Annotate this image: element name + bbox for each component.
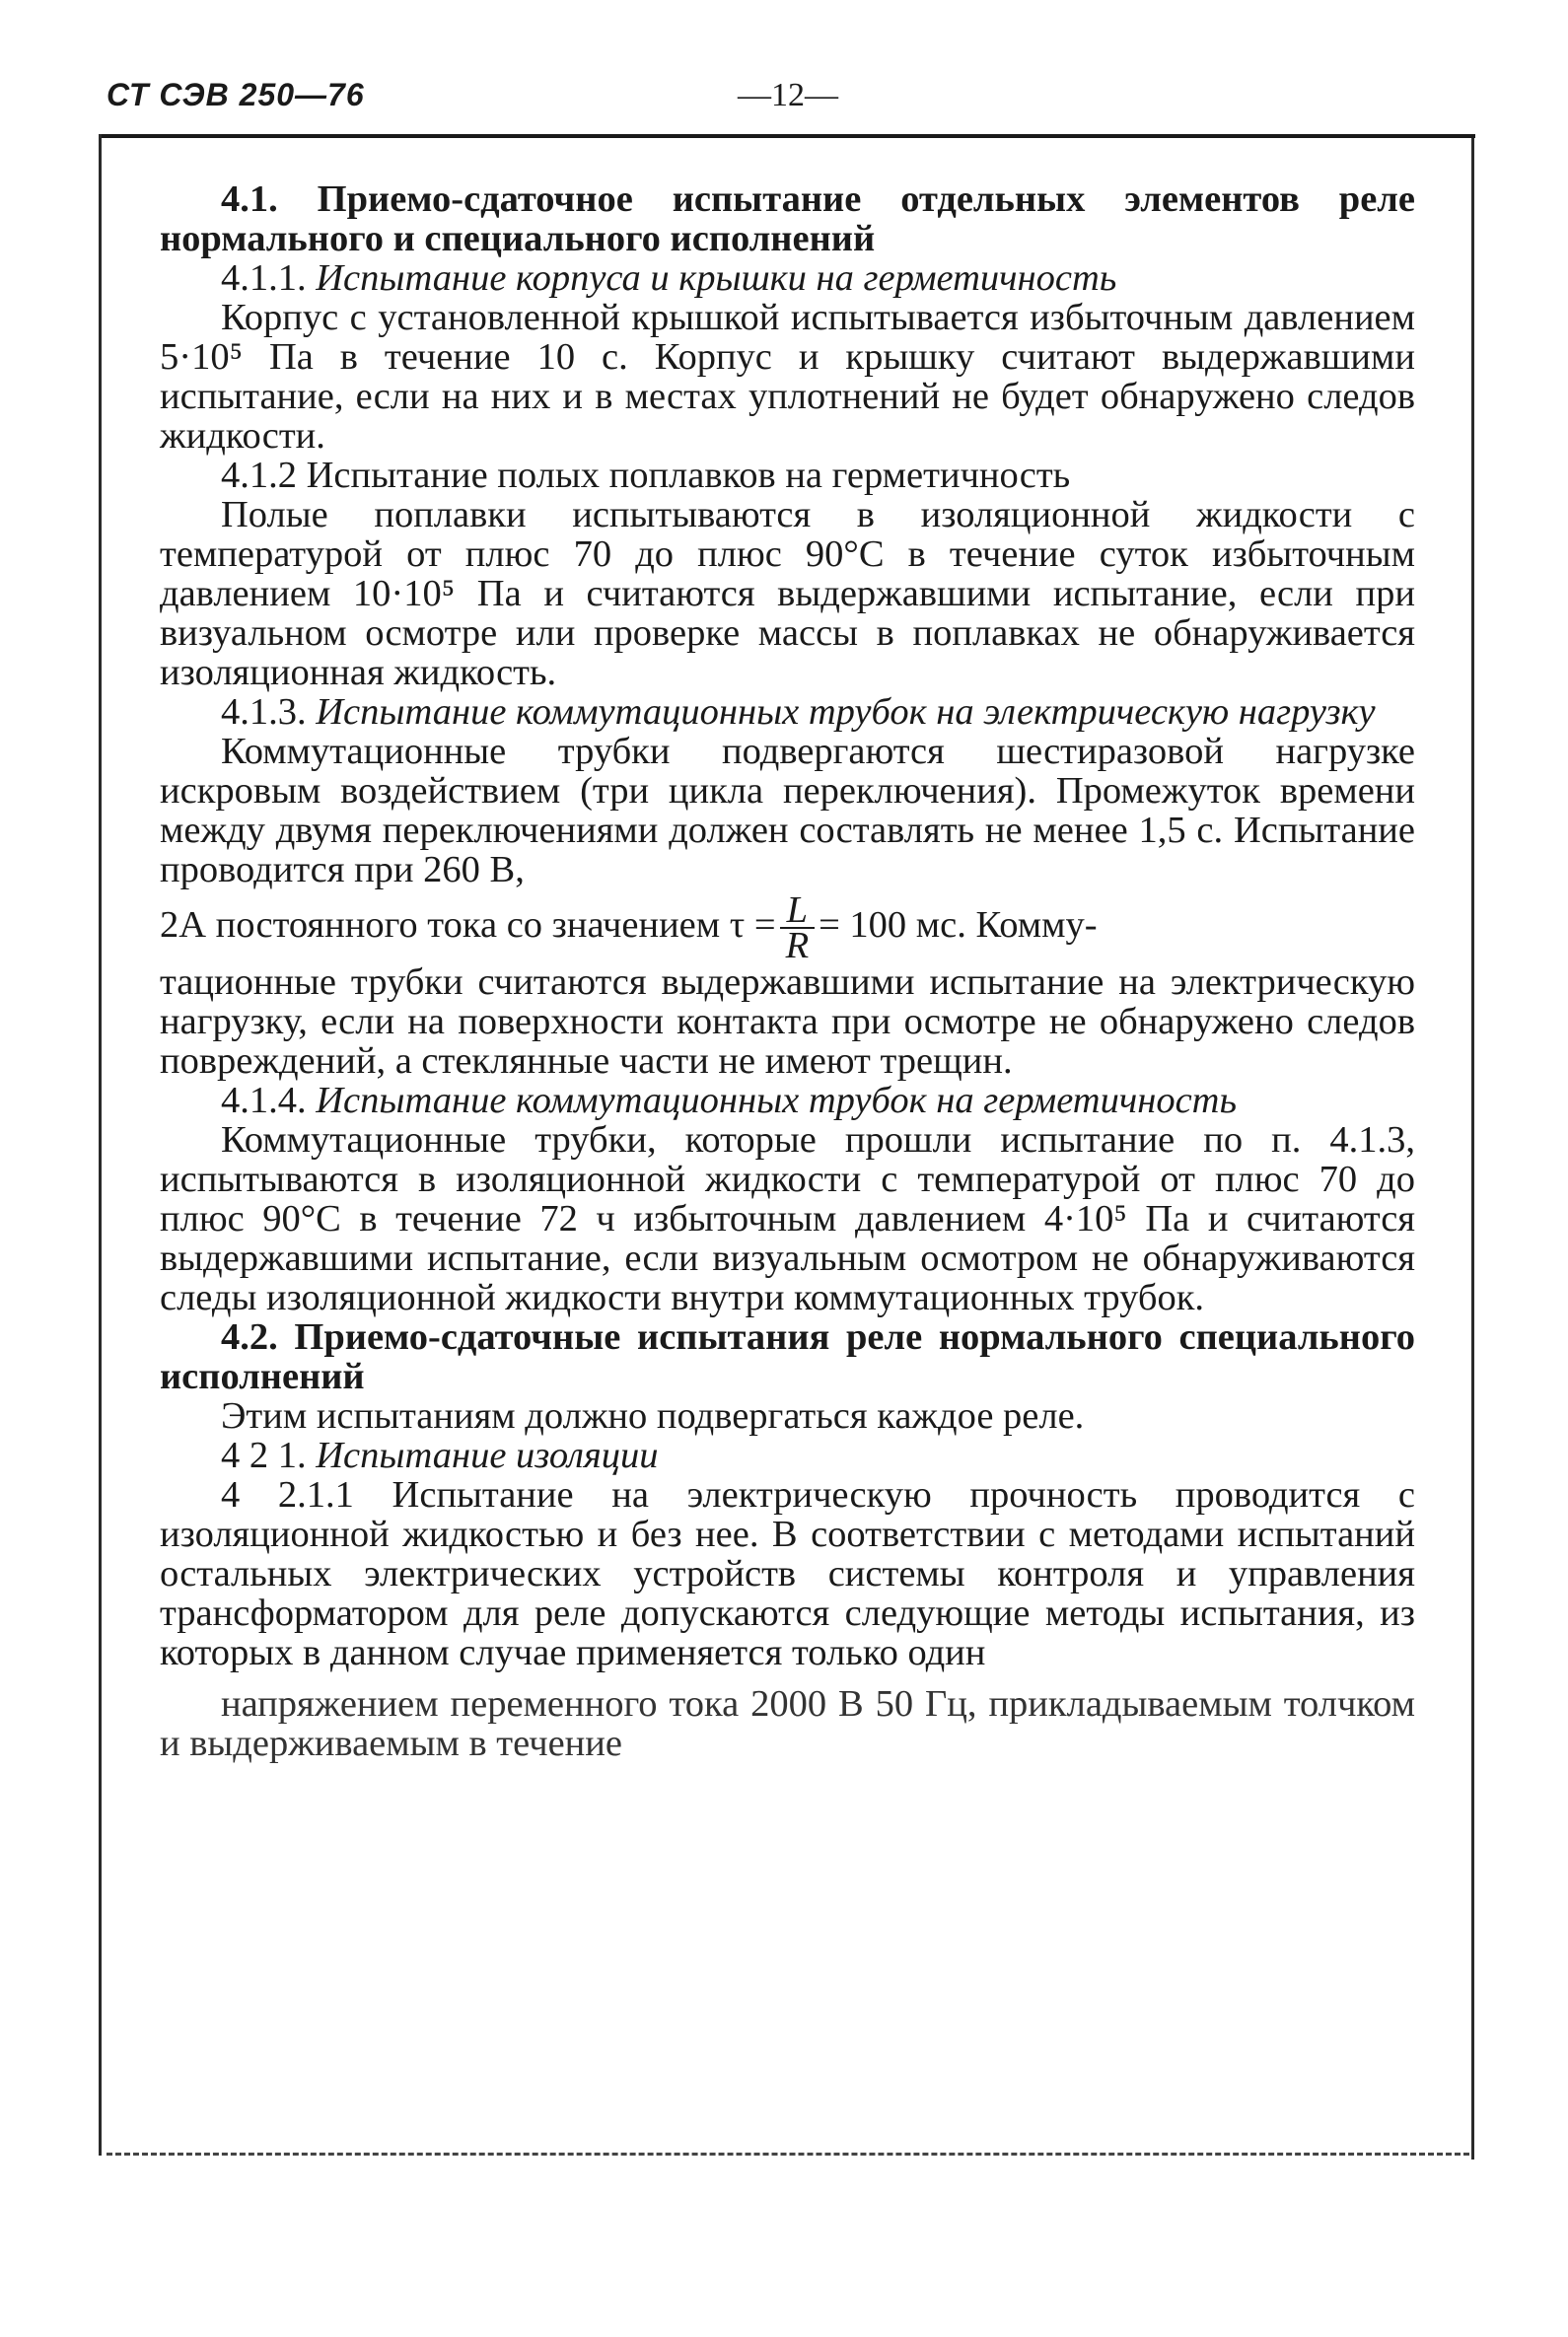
section-4-1-3-number: 4.1.3. [221,691,307,733]
section-4-1-2-heading: 4.1.2 Испытание полых поплавков на герметичность [221,455,1071,496]
formula-prefix: 2А постоянного тока со значением τ = [160,904,776,946]
section-4-1-4-title: Испытание коммутационных трубок на герметичность [316,1080,1237,1122]
section-4-1-heading: 4.1. Приемо-сдаточное испытание отдельных элементов реле нормального и специального исполнений [160,178,1415,259]
section-4-1-1-heading [160,258,1415,298]
page-number: —12— [738,77,838,113]
section-4-1-4-number: 4.1.4. [221,1080,307,1122]
section-4-2-1-1-text: 4 2.1.1 Испытание на электрическую прочность проводится с изоляционной жидкостью и без нее. В соответствии с методами испытаний остальных электрических устройств системы контроля и управления трансформатором для реле допускаются следующие методы испытания, из которых в данном случае применяется только один [160,1474,1415,1674]
section-4-2-1-heading [160,1436,1415,1475]
section-4-1-1-number: 4.1.1. [221,257,307,299]
document-body [160,179,1415,1763]
fraction-denominator: R [785,925,810,967]
section-4-2-text: Этим испытаниям должно подвергаться каждое реле. [221,1395,1085,1438]
left-border [99,134,102,2156]
fraction-l-over-r [780,889,816,967]
section-4-1-3-text-b: тационные трубки считаются выдержавшими испытание на электрическую нагрузку, если на поверхности контакта при осмотре не обнаружено следов повреждений, а стеклянные части не имеют трещин. [160,961,1415,1083]
section-4-2-1-1-continuation: напряжением переменного тока 2000 В 50 Гц, прикладываемым толчком и выдерживаемым в течение [160,1683,1415,1765]
standard-code: СТ СЭВ 250—76 [107,77,365,112]
fraction-numerator: L [780,893,816,929]
section-4-1-1-title: Испытание корпуса и крышки на герметичность [316,257,1117,299]
section-4-1-2-text: Полые поплавки испытываются в изоляционной жидкости с температурой от плюс 70 до плюс 90°С в течение суток избыточным давлением 10·10⁵ Па и считаются выдержавшими испытание, если при визуальном осмотре или проверке массы в поплавках не обнаруживается изоляционная жидкость. [160,494,1415,693]
section-4-1-3-text-a: Коммутационные трубки подвергаются шестиразовой нагрузке искровым воздействием (три цикла переключения). Промежуток времени между двумя переключениями должен составлять не менее 1,5 с. Испытание проводится при 260 В, [160,731,1415,890]
page-header [107,77,1487,126]
formula-suffix: = 100 мс. Комму- [819,904,1098,946]
formula-line [160,889,1415,967]
section-4-2-heading: 4.2. Приемо-сдаточные испытания реле нормального специального исполнений [160,1316,1415,1398]
section-4-1-4-heading [160,1081,1415,1120]
section-4-2-1-number: 4 2 1. [221,1435,307,1477]
section-4-1-3-heading [160,692,1415,732]
top-rule [99,134,1475,138]
section-4-1-1-text: Корпус с установленной крышкой испытывается избыточным давлением 5·10⁵ Па в течение 10 с. Корпус и крышку считают выдержавшими испытание, если на них и в местах уплотнений не будет обнаружено следов жидкости. [160,297,1415,457]
section-4-1-3-title: Испытание коммутационных трубок на электрическую нагрузку [316,691,1376,733]
bottom-rule [107,2153,1469,2156]
section-4-1-4-text: Коммутационные трубки, которые прошли испытание по п. 4.1.3, испытываются в изоляционной жидкости с температурой от плюс 70 до плюс 90°С в течение 72 ч избыточным давлением 4·10⁵ Па и считаются выдержавшими испытание, если визуальным осмотром не обнаруживаются следы изоляционной жидкости внутри коммутационных трубок. [160,1119,1415,1319]
section-4-2-1-title: Испытание изоляции [316,1435,659,1477]
right-border [1471,138,1474,2160]
